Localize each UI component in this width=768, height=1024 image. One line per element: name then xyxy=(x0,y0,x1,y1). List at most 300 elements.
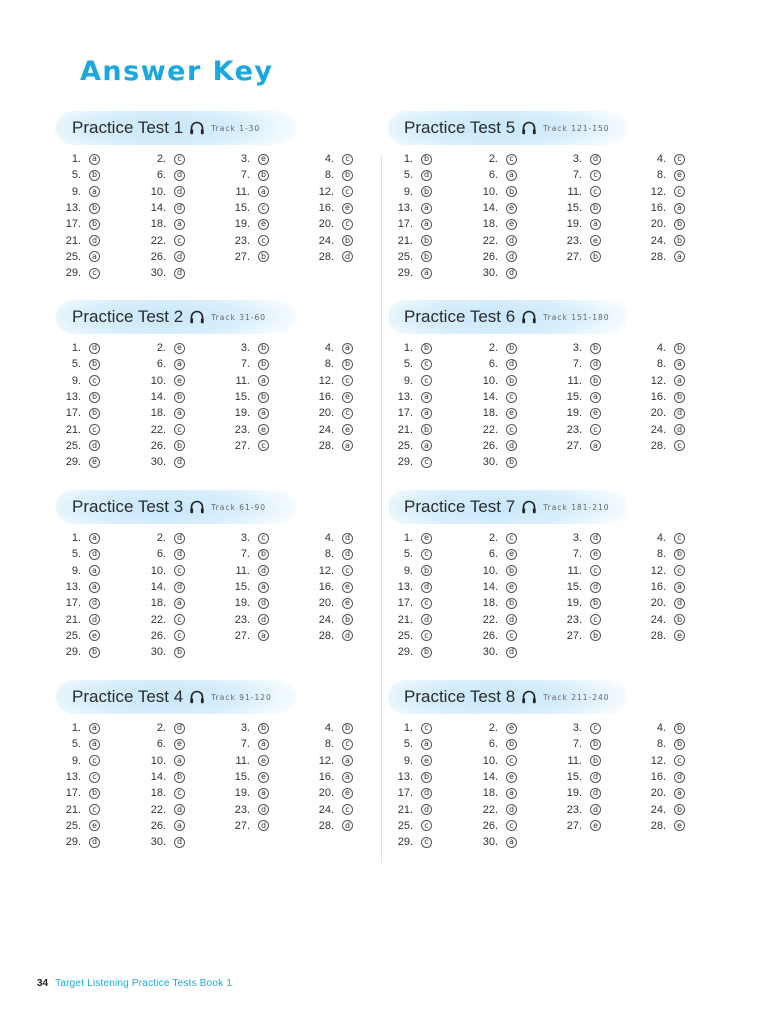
answer-letter: a xyxy=(506,788,517,799)
answer-item xyxy=(473,628,557,644)
question-number: 30. xyxy=(150,646,166,659)
answer-letter: c xyxy=(89,804,100,815)
answer-item xyxy=(388,167,473,183)
answer-letter: b xyxy=(174,772,185,783)
answer-letter: d xyxy=(258,820,269,831)
question-number: 1. xyxy=(71,722,81,735)
question-number: 13. xyxy=(65,202,81,215)
answer-letter: a xyxy=(258,375,269,386)
answer-item xyxy=(641,184,688,200)
question-number: 24. xyxy=(318,234,334,247)
answer-item xyxy=(56,340,141,356)
answer-item xyxy=(309,232,356,248)
answer-item xyxy=(141,530,225,546)
answer-item xyxy=(225,184,309,200)
question-number: 13. xyxy=(397,391,413,404)
answer-item xyxy=(225,405,309,421)
answer-letter: a xyxy=(174,755,185,766)
question-number: 30. xyxy=(482,836,498,849)
question-number: 18. xyxy=(482,218,498,231)
question-number: 14. xyxy=(150,391,166,404)
answer-item xyxy=(141,373,225,389)
question-number: 12. xyxy=(650,185,666,198)
answer-item xyxy=(388,184,473,200)
question-number: 9. xyxy=(71,374,81,387)
question-number: 13. xyxy=(65,771,81,784)
question-number: 20. xyxy=(318,787,334,800)
answer-item xyxy=(388,389,473,405)
question-number: 17. xyxy=(65,218,81,231)
answer-item xyxy=(56,611,141,627)
answer-letter: c xyxy=(342,804,353,815)
question-number: 17. xyxy=(65,407,81,420)
track-label: Track 181-210 xyxy=(543,502,610,512)
answer-letter: a xyxy=(89,565,100,576)
answer-letter: c xyxy=(674,755,685,766)
question-number: 24. xyxy=(650,613,666,626)
answer-letter: c xyxy=(258,235,269,246)
answer-letter: e xyxy=(174,739,185,750)
answer-letter: b xyxy=(674,549,685,560)
practice-test-6 xyxy=(388,300,688,470)
answer-letter: c xyxy=(590,424,601,435)
answer-letter: b xyxy=(258,549,269,560)
answer-letter: a xyxy=(674,359,685,370)
answer-item xyxy=(388,216,473,232)
answer-item xyxy=(557,801,641,817)
answer-item xyxy=(225,373,309,389)
answer-letter: c xyxy=(421,837,432,848)
answer-item xyxy=(309,249,356,265)
question-number: 1. xyxy=(403,722,413,735)
answer-letter: c xyxy=(674,440,685,451)
question-number: 19. xyxy=(566,218,582,231)
answer-letter: d xyxy=(342,251,353,262)
answer-letter: a xyxy=(89,154,100,165)
answer-item xyxy=(309,356,356,372)
answer-letter: b xyxy=(342,723,353,734)
question-number: 16. xyxy=(650,581,666,594)
answer-item xyxy=(641,438,688,454)
answer-letter: c xyxy=(590,723,601,734)
answer-letter: e xyxy=(342,203,353,214)
answer-item xyxy=(309,184,356,200)
answer-letter: b xyxy=(258,170,269,181)
answer-letter: d xyxy=(674,408,685,419)
answer-letter: b xyxy=(421,154,432,165)
answer-letter: d xyxy=(506,359,517,370)
question-number: 9. xyxy=(71,185,81,198)
answer-letter: d xyxy=(506,251,517,262)
answer-item xyxy=(641,563,688,579)
answer-item xyxy=(388,421,473,437)
answer-item xyxy=(309,151,356,167)
answer-letter: e xyxy=(89,457,100,468)
answer-letter: c xyxy=(590,186,601,197)
answer-letter: b xyxy=(174,392,185,403)
question-number: 6. xyxy=(488,548,498,561)
answer-item xyxy=(309,373,356,389)
answer-item xyxy=(141,546,225,562)
question-number: 27. xyxy=(566,629,582,642)
test-header xyxy=(56,111,296,145)
track-label: Track 31-60 xyxy=(211,312,266,322)
answer-letter: c xyxy=(421,598,432,609)
track-label: Track 61-90 xyxy=(211,502,266,512)
question-number: 8. xyxy=(324,738,334,751)
question-number: 23. xyxy=(566,423,582,436)
answer-item xyxy=(557,356,641,372)
answer-letter: b xyxy=(590,203,601,214)
answer-item xyxy=(388,628,473,644)
answer-letter: b xyxy=(506,565,517,576)
track-label: Track 211-240 xyxy=(543,692,610,702)
headphones-icon xyxy=(521,120,537,136)
answer-letter: c xyxy=(506,630,517,641)
answer-letter: a xyxy=(258,788,269,799)
answer-letter: d xyxy=(174,582,185,593)
answer-item xyxy=(473,644,557,660)
answer-item xyxy=(473,184,557,200)
answer-letter: c xyxy=(342,565,353,576)
question-number: 2. xyxy=(156,532,166,545)
answer-letter: d xyxy=(89,614,100,625)
answer-item xyxy=(56,216,141,232)
answer-letter: e xyxy=(506,203,517,214)
answer-letter: c xyxy=(506,820,517,831)
answer-item xyxy=(641,216,688,232)
answer-item xyxy=(388,265,473,281)
question-number: 26. xyxy=(150,819,166,832)
answer-item xyxy=(309,405,356,421)
question-number: 19. xyxy=(566,407,582,420)
question-number: 28. xyxy=(650,819,666,832)
answer-letter: e xyxy=(506,549,517,560)
answer-list xyxy=(56,530,356,660)
answer-item xyxy=(141,611,225,627)
answer-item xyxy=(141,167,225,183)
question-number: 12. xyxy=(650,374,666,387)
answer-letter: a xyxy=(421,268,432,279)
answer-item xyxy=(641,530,688,546)
answer-letter: a xyxy=(342,440,353,451)
answer-item xyxy=(56,801,141,817)
answer-letter: b xyxy=(421,343,432,354)
answer-item xyxy=(141,216,225,232)
answer-item xyxy=(641,167,688,183)
question-number: 16. xyxy=(650,391,666,404)
answer-item xyxy=(56,834,141,850)
answer-letter: a xyxy=(342,755,353,766)
answer-letter: d xyxy=(258,598,269,609)
answer-item xyxy=(388,785,473,801)
question-number: 28. xyxy=(650,629,666,642)
answer-item xyxy=(225,563,309,579)
question-number: 3. xyxy=(572,153,582,166)
answer-letter: b xyxy=(590,755,601,766)
answer-item xyxy=(557,405,641,421)
question-number: 27. xyxy=(566,439,582,452)
answer-letter: b xyxy=(421,772,432,783)
question-number: 10. xyxy=(482,185,498,198)
answer-letter: e xyxy=(258,154,269,165)
answer-letter: a xyxy=(421,219,432,230)
answer-letter: d xyxy=(590,788,601,799)
answer-letter: a xyxy=(89,582,100,593)
answer-item xyxy=(56,736,141,752)
question-number: 2. xyxy=(156,722,166,735)
question-number: 14. xyxy=(482,581,498,594)
question-number: 9. xyxy=(403,374,413,387)
question-number: 19. xyxy=(234,218,250,231)
answer-letter: d xyxy=(674,772,685,783)
question-number: 29. xyxy=(397,646,413,659)
question-number: 23. xyxy=(234,423,250,436)
answer-letter: a xyxy=(89,723,100,734)
answer-letter: d xyxy=(174,837,185,848)
question-number: 16. xyxy=(650,771,666,784)
question-number: 19. xyxy=(234,407,250,420)
answer-letter: c xyxy=(421,549,432,560)
question-number: 13. xyxy=(397,771,413,784)
answer-letter: c xyxy=(506,154,517,165)
answer-item xyxy=(309,389,356,405)
answer-list xyxy=(388,340,688,470)
page-footer xyxy=(37,978,232,989)
answer-letter: c xyxy=(89,755,100,766)
answer-letter: b xyxy=(674,219,685,230)
answer-letter: b xyxy=(89,647,100,658)
question-number: 23. xyxy=(566,803,582,816)
answer-letter: b xyxy=(342,170,353,181)
answer-item xyxy=(141,438,225,454)
answer-letter: a xyxy=(674,203,685,214)
answer-letter: d xyxy=(174,549,185,560)
answer-letter: e xyxy=(258,219,269,230)
question-number: 8. xyxy=(324,169,334,182)
practice-test-4 xyxy=(56,680,356,850)
answer-item xyxy=(141,184,225,200)
answer-item xyxy=(557,249,641,265)
answer-item xyxy=(56,546,141,562)
answer-letter: a xyxy=(174,598,185,609)
answer-letter: d xyxy=(674,424,685,435)
question-number: 4. xyxy=(656,532,666,545)
question-number: 29. xyxy=(397,456,413,469)
question-number: 30. xyxy=(482,646,498,659)
question-number: 14. xyxy=(482,202,498,215)
answer-item xyxy=(557,216,641,232)
answer-letter: a xyxy=(258,186,269,197)
answer-item xyxy=(141,454,225,470)
question-number: 5. xyxy=(403,358,413,371)
answer-letter: d xyxy=(421,614,432,625)
headphones-icon xyxy=(189,120,205,136)
answer-item xyxy=(641,421,688,437)
question-number: 25. xyxy=(397,439,413,452)
question-number: 2. xyxy=(488,532,498,545)
answer-item xyxy=(388,834,473,850)
answer-letter: a xyxy=(89,739,100,750)
answer-letter: a xyxy=(506,170,517,181)
question-number: 14. xyxy=(150,202,166,215)
answer-letter: a xyxy=(421,408,432,419)
answer-item xyxy=(225,200,309,216)
question-number: 8. xyxy=(656,169,666,182)
answer-letter: b xyxy=(421,647,432,658)
answer-letter: a xyxy=(421,440,432,451)
question-number: 21. xyxy=(65,613,81,626)
question-number: 1. xyxy=(71,342,81,355)
answer-item xyxy=(641,405,688,421)
question-number: 26. xyxy=(150,250,166,263)
question-number: 19. xyxy=(566,597,582,610)
answer-item xyxy=(641,611,688,627)
answer-letter: d xyxy=(174,533,185,544)
question-number: 21. xyxy=(397,803,413,816)
answer-item xyxy=(641,720,688,736)
answer-letter: d xyxy=(258,804,269,815)
answer-item xyxy=(557,546,641,562)
answer-letter: d xyxy=(590,359,601,370)
answer-item xyxy=(557,373,641,389)
answer-letter: b xyxy=(258,251,269,262)
answer-item xyxy=(225,438,309,454)
question-number: 26. xyxy=(482,629,498,642)
question-number: 14. xyxy=(482,391,498,404)
answer-letter: c xyxy=(258,440,269,451)
answer-item xyxy=(557,200,641,216)
answer-item xyxy=(309,720,356,736)
answer-item xyxy=(388,454,473,470)
question-number: 5. xyxy=(71,169,81,182)
answer-letter: c xyxy=(342,186,353,197)
practice-test-2 xyxy=(56,300,356,470)
answer-letter: b xyxy=(506,457,517,468)
answer-item xyxy=(309,595,356,611)
question-number: 27. xyxy=(566,819,582,832)
answer-item xyxy=(141,644,225,660)
answer-letter: c xyxy=(421,375,432,386)
answer-letter: d xyxy=(174,723,185,734)
question-number: 2. xyxy=(156,342,166,355)
question-number: 18. xyxy=(482,787,498,800)
answer-letter: a xyxy=(89,251,100,262)
answer-item xyxy=(473,563,557,579)
answer-letter: d xyxy=(590,804,601,815)
answer-item xyxy=(388,579,473,595)
question-number: 18. xyxy=(150,407,166,420)
answer-item xyxy=(141,720,225,736)
question-number: 5. xyxy=(71,548,81,561)
question-number: 16. xyxy=(318,771,334,784)
answer-letter: d xyxy=(258,614,269,625)
question-number: 7. xyxy=(572,548,582,561)
answer-item xyxy=(557,340,641,356)
answer-item xyxy=(141,232,225,248)
answer-item xyxy=(141,595,225,611)
practice-test-8 xyxy=(388,680,688,850)
answer-letter: d xyxy=(89,343,100,354)
answer-letter: d xyxy=(342,533,353,544)
answer-item xyxy=(225,720,309,736)
answer-letter: b xyxy=(421,235,432,246)
question-number: 16. xyxy=(318,202,334,215)
answer-letter: c xyxy=(174,154,185,165)
answer-letter: d xyxy=(590,154,601,165)
answer-item xyxy=(388,546,473,562)
question-number: 4. xyxy=(656,722,666,735)
question-number: 3. xyxy=(240,532,250,545)
practice-test-1 xyxy=(56,111,356,281)
answer-item xyxy=(56,785,141,801)
test-title: Practice Test 8 xyxy=(404,687,516,706)
answer-item xyxy=(473,753,557,769)
answer-letter: e xyxy=(258,424,269,435)
answer-item xyxy=(309,340,356,356)
column-divider xyxy=(381,155,382,863)
answer-letter: c xyxy=(342,408,353,419)
question-number: 7. xyxy=(572,738,582,751)
question-number: 15. xyxy=(234,771,250,784)
answer-letter: b xyxy=(590,343,601,354)
answer-letter: c xyxy=(674,186,685,197)
answer-letter: d xyxy=(506,235,517,246)
answer-letter: c xyxy=(258,533,269,544)
answer-letter: d xyxy=(174,186,185,197)
answer-item xyxy=(557,611,641,627)
answer-letter: d xyxy=(174,203,185,214)
answer-letter: e xyxy=(421,755,432,766)
answer-letter: c xyxy=(421,457,432,468)
practice-test-3 xyxy=(56,490,356,660)
answer-letter: c xyxy=(174,788,185,799)
answer-item xyxy=(141,834,225,850)
answer-letter: c xyxy=(174,630,185,641)
answer-list xyxy=(56,151,356,281)
answer-item xyxy=(641,579,688,595)
question-number: 11. xyxy=(567,185,582,198)
answer-letter: d xyxy=(590,772,601,783)
answer-letter: a xyxy=(421,739,432,750)
question-number: 3. xyxy=(572,722,582,735)
answer-letter: c xyxy=(506,755,517,766)
answer-item xyxy=(557,595,641,611)
question-number: 6. xyxy=(488,169,498,182)
answer-item xyxy=(56,454,141,470)
answer-letter: b xyxy=(421,186,432,197)
headphones-icon xyxy=(189,499,205,515)
answer-letter: b xyxy=(590,630,601,641)
answer-item xyxy=(557,530,641,546)
answer-item xyxy=(309,611,356,627)
answer-letter: d xyxy=(89,837,100,848)
question-number: 9. xyxy=(71,754,81,767)
answer-letter: b xyxy=(674,343,685,354)
answer-item xyxy=(641,389,688,405)
answer-letter: e xyxy=(506,772,517,783)
answer-item xyxy=(641,356,688,372)
question-number: 11. xyxy=(235,185,250,198)
answer-item xyxy=(225,167,309,183)
answer-letter: c xyxy=(506,392,517,403)
question-number: 8. xyxy=(324,548,334,561)
question-number: 4. xyxy=(656,342,666,355)
test-title: Practice Test 6 xyxy=(404,307,516,326)
answer-item xyxy=(141,628,225,644)
answer-item xyxy=(309,563,356,579)
answer-item xyxy=(473,530,557,546)
